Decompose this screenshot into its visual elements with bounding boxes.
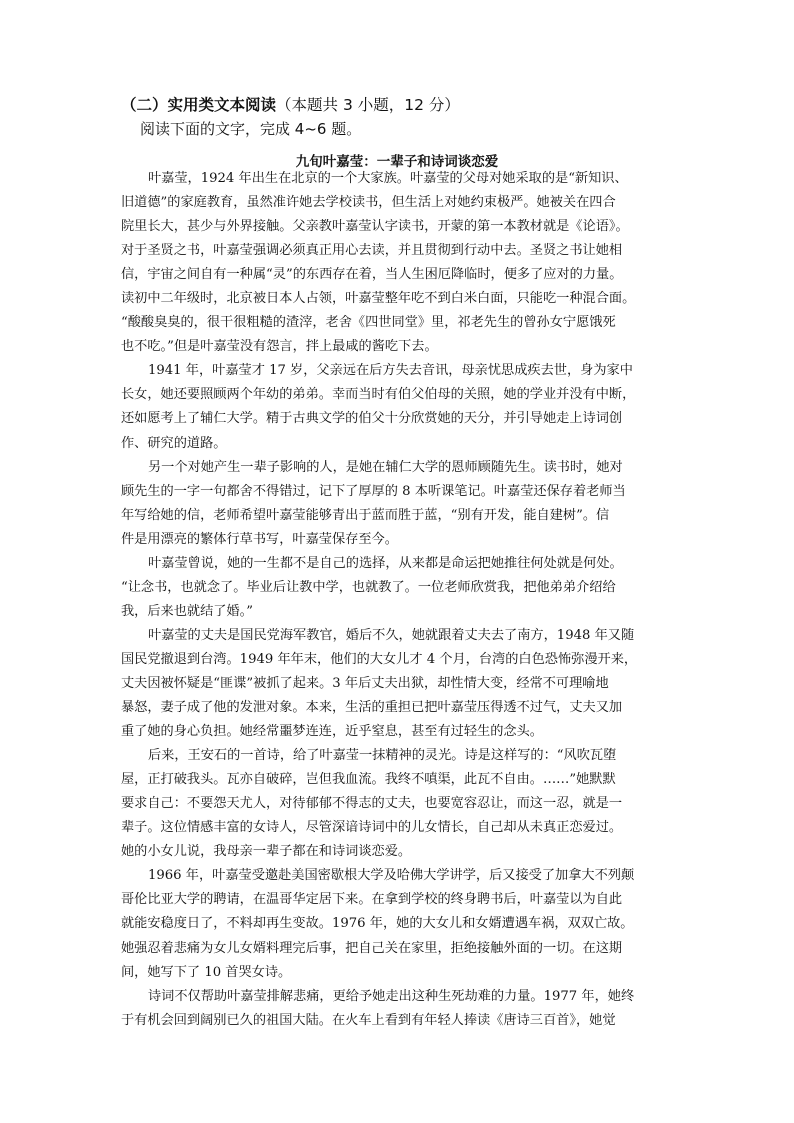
article-line: 叶嘉莹的丈夫是国民党海军教官，婚后不久，她就跟着丈夫去了南方，1948 年又随	[148, 627, 635, 643]
article-body	[121, 167, 686, 1033]
article-line: 作、研究的道路。	[121, 435, 227, 451]
article-line: 于有机会回到阔别已久的祖国大陆。在火车上看到有年轻人捧读《唐诗三百首》，她觉	[121, 1012, 616, 1028]
article-line: 她强忍着悲痛为女儿女婿料理完后事，把自己关在家里，拒绝接触外面的一切。在这期	[121, 940, 623, 956]
article-line: 也不吃。”但是叶嘉莹没有怨言，拌上最咸的酱吃下去。	[121, 339, 438, 355]
article-line: 叶嘉莹曾说，她的一生都不是自己的选择，从来都是命运把她推往何处就是何处。	[148, 555, 623, 571]
article-line: 长女，她还要照顾两个年幼的弟弟。幸而当时有伯父伯母的关照，她的学业并没有中断，	[121, 387, 636, 403]
article-line: 就能安稳度日了，不料却再生变故。1976 年，她的大女儿和女婿遭遇车祸，双双亡故。	[121, 916, 634, 932]
article-line: 件是用漂亮的繁体行草书写，叶嘉莹保存至今。	[121, 531, 398, 547]
instruction-text: 阅读下面的文字，完成 4~6 题。	[140, 120, 362, 138]
section-heading-note: （本题共 3 小题，12 分）	[276, 96, 460, 114]
article-title: 九旬叶嘉莹：一辈子和诗词谈恋爱	[295, 154, 499, 170]
article-line: 后来，王安石的一首诗，给了叶嘉莹一抹精神的灵光。诗是这样写的：“风吹瓦堕	[148, 748, 617, 764]
article-line: 对于圣贤之书，叶嘉莹强调必须真正用心去读，并且贯彻到行动中去。圣贤之书让她相	[121, 243, 623, 259]
article-line: 诗词不仅帮助叶嘉莹排解悲痛，更给予她走出这种生死劫难的力量。1977 年，她终	[148, 988, 635, 1004]
article-line: 暴怒，妻子成了他的发泄对象。本来，生活的重担已把叶嘉莹压得透不过气，丈夫又加	[121, 700, 623, 716]
article-line: 另一个对她产生一辈子影响的人，是她在辅仁大学的恩师顾随先生。读书时，她对	[148, 459, 623, 475]
article-line: 叶嘉莹，1924 年出生在北京的一个大家族。叶嘉莹的父母对她采取的是“新知识、	[148, 171, 628, 186]
article-line: 哥伦比亚大学的聘请，在温哥华定居下来。在拿到学校的终身聘书后，叶嘉莹以为自此	[121, 892, 623, 908]
article-line: 还如愿考上了辅仁大学。精于古典文学的伯父十分欣赏她的天分，并引导她走上诗词创	[121, 411, 623, 427]
article-line: 我，后来也就结了婚。”	[121, 603, 254, 619]
article-line: 国民党撤退到台湾。1949 年年末，他们的大女儿才 4 个月，台湾的白色恐怖弥漫开来，	[121, 651, 638, 667]
article-line: 她的小女儿说，我母亲一辈子都在和诗词谈恋爱。	[121, 844, 412, 860]
article-line: 旧道德”的家庭教育，虽然准许她去学校读书，但生活上对她约束极严。她被关在四合	[121, 195, 616, 211]
article-line: “酸酸臭臭的，很干很粗糙的渣滓，老舍《四世同堂》里，祁老先生的曾孙女宁愿饿死	[121, 315, 616, 331]
article-line: 院里长大，甚少与外界接触。父亲教叶嘉莹认字读书，开蒙的第一本教材就是《论语》。	[121, 219, 629, 235]
article-line: 屋，正打破我头。瓦亦自破碎，岂但我血流。我终不嗔渠，此瓦不自由。……”她默默	[121, 772, 616, 788]
article-line: 年写给她的信，老师希望叶嘉莹能够青出于蓝而胜于蓝，“别有开发，能自建树”。信	[121, 507, 610, 523]
article-line: “让念书，也就念了。毕业后让教中学，也就教了。一位老师欣赏我，把他弟弟介绍给	[121, 579, 616, 595]
article-line: 间，她写下了 10 首哭女诗。	[121, 964, 292, 980]
article-line: 要求自己：不要怨天尤人，对待郁郁不得志的丈夫，也要宽容忍让，而这一忍，就是一	[121, 796, 623, 812]
section-heading	[121, 94, 460, 116]
article-line: 读初中二年级时，北京被日本人占领，叶嘉莹整年吃不到白米白面，只能吃一种混合面。	[121, 291, 636, 307]
article-line: 丈夫因被怀疑是“匪谍”被抓了起来。3 年后丈夫出狱，却性情大变，经常不可理喻地	[121, 675, 609, 691]
article-line: 1966 年，叶嘉莹受邀赴美国密歇根大学及哈佛大学讲学，后又接受了加拿大不列颠	[148, 868, 635, 884]
article-line: 辈子。这位情感丰富的女诗人，尽管深谙诗词中的儿女情长，自己却从未真正恋爱过。	[121, 820, 623, 836]
article-line: 1941 年，叶嘉莹才 17 岁，父亲远在后方失去音讯，母亲忧思成疾去世，身为家中	[148, 363, 633, 379]
section-heading-title: （二）实用类文本阅读	[121, 96, 277, 114]
article-line: 顾先生的一字一句都舍不得错过，记下了厚厚的 8 本听课笔记。叶嘉莹还保存着老师当	[121, 483, 626, 499]
article-line: 信，宇宙之间自有一种属“灵”的东西存在着，当人生困厄降临时，便多了应对的力量。	[121, 267, 623, 283]
article-line: 重了她的身心负担。她经常噩梦连连，近乎窒息，甚至有过轻生的念头。	[121, 724, 543, 740]
